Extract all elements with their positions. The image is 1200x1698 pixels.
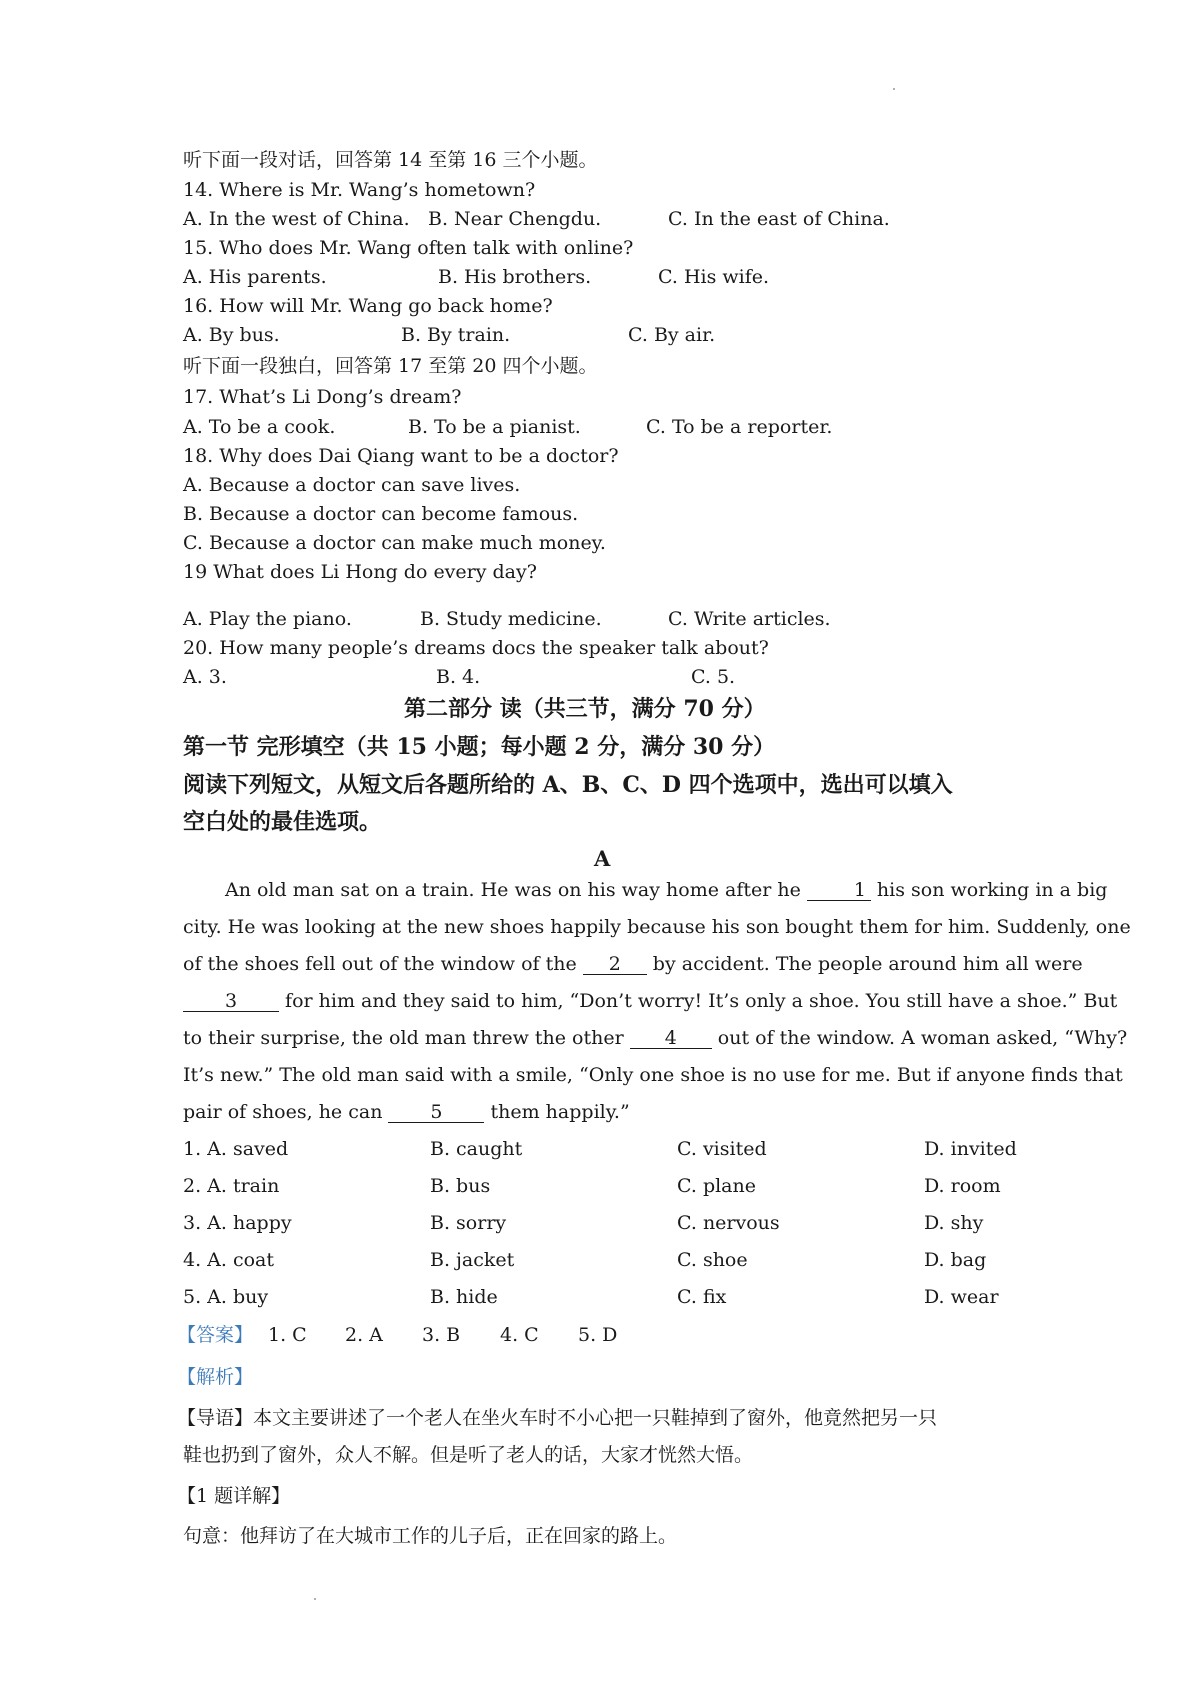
passage-line-3	[183, 951, 1083, 977]
q18-option-b: B. Because a doctor can become famous.	[183, 503, 579, 525]
detail-1-text: 句意：他拜访了在大城市工作的儿子后，正在回家的路上。	[183, 1525, 678, 1547]
q14-option-a: A. In the west of China.	[183, 208, 410, 230]
choice-a: 1. A. saved	[183, 1138, 289, 1160]
q19-option-c: C. Write articles.	[668, 608, 831, 630]
q20-option-b: B. 4.	[436, 666, 481, 688]
q16-option-b: B. By train.	[401, 324, 511, 346]
q19-option-b: B. Study medicine.	[420, 608, 602, 630]
q14-option-c: C. In the east of China.	[668, 208, 890, 230]
answer-item: 4. C	[500, 1324, 539, 1346]
choice-b: B. sorry	[430, 1212, 507, 1234]
choice-a: 4. A. coat	[183, 1249, 275, 1271]
detail-1-label: 【1 题详解】	[177, 1485, 291, 1507]
choice-b: B. caught	[430, 1138, 523, 1160]
q15-question: 15. Who does Mr. Wang often talk with online?	[183, 237, 634, 259]
q16-option-c: C. By air.	[628, 324, 716, 346]
q16-question: 16. How will Mr. Wang go back home?	[183, 295, 553, 317]
choice-d: D. room	[924, 1175, 1001, 1197]
q16-option-a: A. By bus.	[183, 324, 280, 346]
passage-text: An old man sat on a train. He was on his way home after he	[225, 879, 807, 901]
answer-item: 3. B	[422, 1324, 461, 1346]
choice-d: D. invited	[924, 1138, 1017, 1160]
guide-label: 【导语】	[177, 1407, 254, 1429]
answer-label: 【答案】	[177, 1324, 254, 1346]
guide-text: 本文主要讲述了一个老人在坐火车时不小心把一只鞋掉到了窗外，他竟然把另一只	[253, 1407, 938, 1429]
blank-2: 2	[583, 954, 647, 975]
q18-option-a: A. Because a doctor can save lives.	[183, 474, 521, 496]
passage-text: his son working in a big	[870, 879, 1108, 901]
passage-text: by accident. The people around him all were	[646, 953, 1083, 975]
scan-speck	[314, 1598, 316, 1600]
passage-label: A	[594, 846, 611, 871]
choice-c: C. shoe	[677, 1249, 748, 1271]
q18-question: 18. Why does Dai Qiang want to be a doctor?	[183, 445, 619, 467]
section1-title: 第一节 完形填空（共 15 小题；每小题 2 分，满分 30 分）	[183, 734, 776, 760]
passage-text: for him and they said to him, “Don’t worry! It’s only a shoe. You still have a shoe.” But	[279, 990, 1118, 1012]
choice-c: C. plane	[677, 1175, 756, 1197]
passage-line-7	[183, 1099, 1028, 1125]
instruction-line-1: 阅读下列短文，从短文后各题所给的 A、B、C、D 四个选项中，选出可以填入	[183, 772, 953, 798]
passage-line-4	[183, 988, 1118, 1014]
answer-item: 5. D	[578, 1324, 618, 1346]
listen-dialogue-intro: 听下面一段对话，回答第 14 至第 16 三个小题。	[183, 149, 598, 171]
guide-line-1	[177, 1405, 937, 1431]
passage-text: out of the window. A woman asked, “Why?	[711, 1027, 1128, 1049]
scan-speck	[893, 88, 895, 90]
choice-c: C. fix	[677, 1286, 727, 1308]
blank-3: 3	[183, 991, 279, 1012]
choice-c: C. nervous	[677, 1212, 780, 1234]
answer-item: 1. C	[268, 1324, 307, 1346]
choice-d: D. bag	[924, 1249, 987, 1271]
blank-5: 5	[388, 1102, 484, 1123]
choice-b: B. hide	[430, 1286, 498, 1308]
guide-line-2: 鞋也扔到了窗外，众人不解。但是听了老人的话，大家才恍然大悟。	[183, 1444, 754, 1466]
q20-question: 20. How many people’s dreams docs the speaker talk about?	[183, 637, 769, 659]
q14-option-b: B. Near Chengdu.	[428, 208, 602, 230]
passage-text: them happily.”	[484, 1101, 630, 1123]
q15-option-b: B. His brothers.	[438, 266, 592, 288]
q17-option-a: A. To be a cook.	[183, 416, 336, 438]
passage-line-1	[183, 877, 1108, 903]
passage-line-6: It’s new.” The old man said with a smile, “Only one shoe is no use for me. But if anyone finds that	[183, 1064, 1123, 1086]
listen-monologue-intro: 听下面一段独白，回答第 17 至第 20 四个小题。	[183, 355, 598, 377]
blank-4: 4	[630, 1028, 712, 1049]
q14-question: 14. Where is Mr. Wang’s hometown?	[183, 179, 536, 201]
choice-a: 3. A. happy	[183, 1212, 292, 1234]
q19-option-a: A. Play the piano.	[183, 608, 352, 630]
choice-a: 2. A. train	[183, 1175, 280, 1197]
part2-title: 第二部分 读（共三节，满分 70 分）	[404, 696, 766, 722]
answer-item: 2. A	[345, 1324, 383, 1346]
q20-option-c: C. 5.	[691, 666, 736, 688]
passage-line-5	[183, 1025, 1128, 1051]
q17-option-c: C. To be a reporter.	[646, 416, 833, 438]
instruction-line-2: 空白处的最佳选项。	[183, 809, 382, 835]
q18-option-c: C. Because a doctor can make much money.	[183, 532, 606, 554]
passage-text: to their surprise, the old man threw the other	[183, 1027, 630, 1049]
choice-d: D. wear	[924, 1286, 999, 1308]
choice-a: 5. A. buy	[183, 1286, 269, 1308]
passage-text: of the shoes fell out of the window of the	[183, 953, 583, 975]
q15-option-a: A. His parents.	[183, 266, 327, 288]
passage-text: pair of shoes, he can	[183, 1101, 389, 1123]
choice-b: B. jacket	[430, 1249, 515, 1271]
q15-option-c: C. His wife.	[658, 266, 770, 288]
choice-c: C. visited	[677, 1138, 767, 1160]
blank-1: 1	[807, 880, 871, 901]
analysis-label: 【解析】	[177, 1366, 254, 1388]
q19-question: 19 What does Li Hong do every day?	[183, 561, 537, 583]
q17-option-b: B. To be a pianist.	[408, 416, 581, 438]
q20-option-a: A. 3.	[183, 666, 227, 688]
choice-d: D. shy	[924, 1212, 984, 1234]
passage-line-2: city. He was looking at the new shoes happily because his son bought them for him. Suddenly, one	[183, 916, 1131, 938]
q17-question: 17. What’s Li Dong’s dream?	[183, 386, 462, 408]
choice-b: B. bus	[430, 1175, 491, 1197]
